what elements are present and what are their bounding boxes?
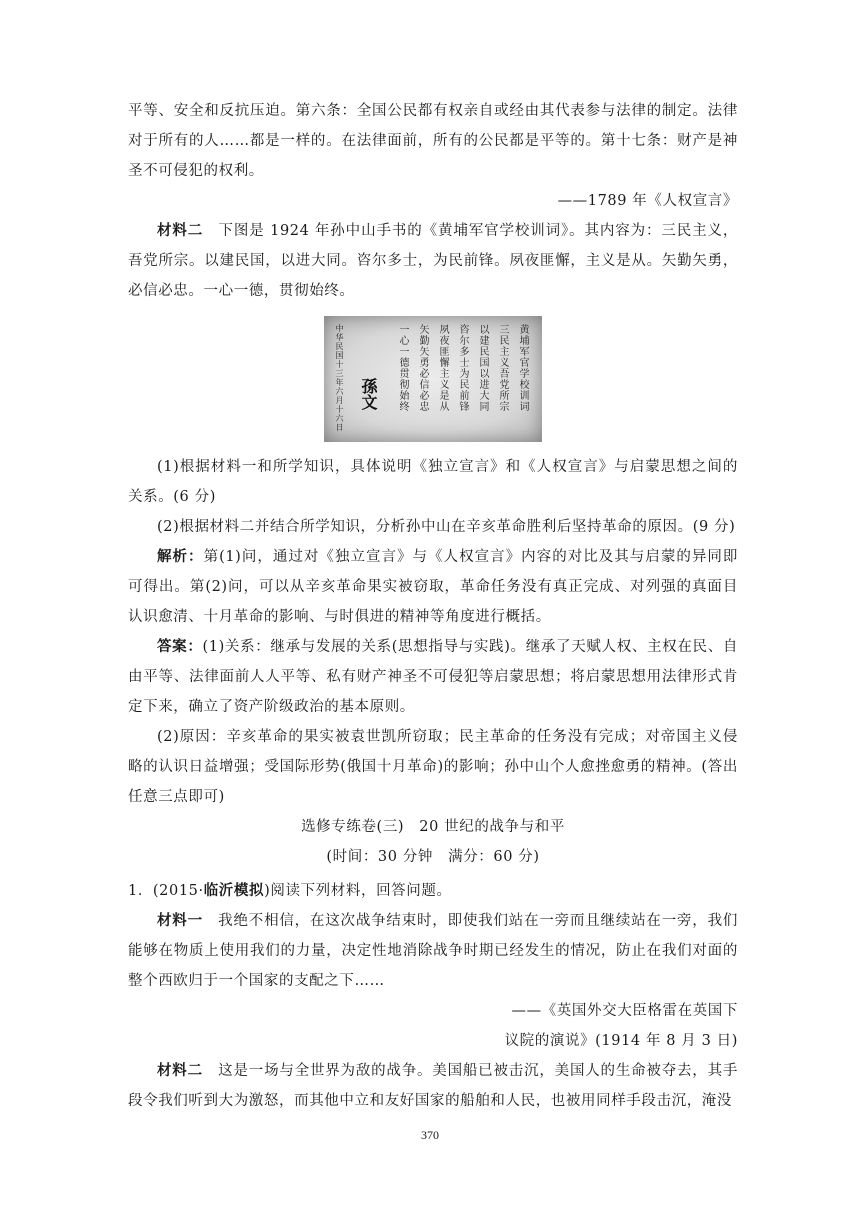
question-two: (2)根据材料二并结合所学知识，分析孙中山在辛亥革命胜利后坚持革命的原因。(9 分)	[157, 519, 736, 535]
material-two-label: 材料二	[157, 223, 204, 239]
question-prompt: )阅读下列材料，回答问题。	[264, 883, 452, 899]
material-two-text: 下图是 1924 年孙中山手书的《黄埔军官学校训词》。其内容为：三民主义，吾党所宗。以建民国，以进大同。咨尔多士，为民前锋。夙夜匪懈，主义是从。矢勤矢勇，必信必忠。一心一德，贯彻始终。	[128, 223, 738, 299]
calligraphy-column: 黄埔军官学校训词	[517, 324, 528, 412]
material-one-source: ——1789 年《人权宣言》	[557, 193, 738, 209]
material-two-b-paragraph	[128, 1056, 738, 1116]
page-number: 370	[421, 1128, 439, 1142]
calligraphy-signature: 孫文	[359, 378, 378, 410]
calligraphy-column: 夙夜匪懈主义是从	[437, 324, 448, 412]
image-vignette	[324, 316, 542, 442]
material-two-b-label: 材料二	[157, 1063, 203, 1079]
analysis-paragraph	[128, 542, 738, 632]
material-one-b-label: 材料一	[157, 913, 203, 929]
material-one-b-text: 我绝不相信，在这次战争结束时，即使我们站在一旁而且继续站在一旁，我们能够在物质上使用我们的力量，决定性地消除战争时期已经发生的情况，防止在我们对面的整个西欧归于一个国家的支配之下……	[128, 913, 738, 989]
question-source: 临沂模拟	[203, 883, 265, 899]
material-two-paragraph	[128, 216, 738, 306]
answer-label: 答案：	[157, 639, 203, 655]
material-two-b-text: 这是一场与全世界为敌的战争。美国船已被击沉，美国人的生命被夺去，其手段令我们听到大为激怒，而其他中立和友好国家的船舶和人民，也被用同样手段击沉，淹没	[128, 1063, 738, 1109]
material-one-b-paragraph	[128, 906, 738, 996]
answer-paragraph	[128, 632, 738, 722]
calligraphy-column: 以建民国以进大同	[477, 324, 488, 412]
calligraphy-column: 咨尔多士为民前锋	[457, 324, 468, 412]
material-one-b-source-line2: 议院的演说》(1914 年 8 月 3 日)	[504, 1033, 738, 1049]
question-one: (1)根据材料一和所学知识，具体说明《独立宣言》和《人权宣言》与启蒙思想之间的关系。(6 分)	[128, 459, 738, 505]
analysis-label: 解析：	[157, 549, 204, 565]
page-content	[128, 96, 738, 1116]
calligraphy-column: 一心一德贯彻始终	[397, 324, 408, 412]
material-one-text: 平等、安全和反抗压迫。第六条：全国公民都有权亲自或经由其代表参与法律的制定。法律对于所有的人……都是一样的。在法律面前，所有的公民都是平等的。第十七条：财产是神圣不可侵犯的权利。	[128, 103, 738, 179]
answer-part-two: (2)原因：辛亥革命的果实被袁世凯所窃取；民主革命的任务没有完成；对帝国主义侵略的认识日益增强；受国际形势(俄国十月革命)的影响；孙中山个人愈挫愈勇的精神。(答出任意三点即可)	[128, 729, 738, 805]
calligraphy-date: 中华民国十三年六月十六日	[335, 324, 344, 432]
section-meta: (时间：30 分钟 满分：60 分)	[326, 849, 540, 865]
section-title: 选修专练卷(三) 20 世纪的战争与和平	[301, 819, 565, 835]
calligraphy-column: 矢勤矢勇必信必忠	[417, 324, 428, 412]
question-number: 1．(2015·	[128, 883, 204, 899]
answer-text: (1)关系：继承与发展的关系(思想指导与实践)。继承了天赋人权、主权在民、自由平等、法律面前人人平等、私有财产神圣不可侵犯等启蒙思想；将启蒙思想用法律形式肯定下来，确立了资产阶级政治的基本原则。	[128, 639, 738, 715]
calligraphy-column: 三民主义吾党所宗	[497, 324, 508, 412]
question-header	[128, 876, 738, 906]
calligraphy-image	[324, 316, 542, 442]
analysis-text: 第(1)问，通过对《独立宣言》与《人权宣言》内容的对比及其与启蒙的异同即可得出。第(2)问，可以从辛亥革命果实被窃取，革命任务没有真正完成、对列强的真面目认识愈清、十月革命的影响、与时俱进的精神等角度进行概括。	[128, 549, 738, 625]
material-one-b-source-line1: ——《英国外交大臣格雷在英国下	[511, 1003, 738, 1019]
